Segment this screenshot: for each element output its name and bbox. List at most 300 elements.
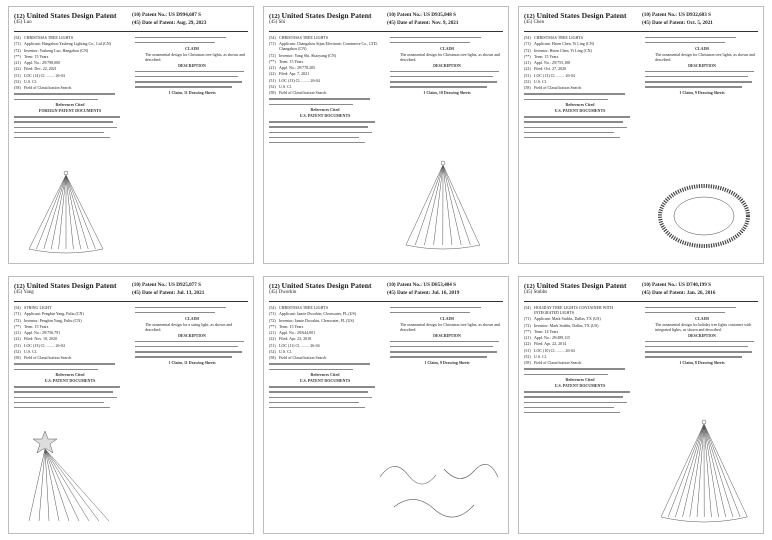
field-text: Field of Classification Search [534,85,582,91]
field-text: Field of Classification Search [279,355,327,361]
bib-field [524,323,636,328]
field-text: Field of Classification Search [24,355,72,361]
field-text: Filed: Oct. 27, 2020 [534,66,567,72]
field-code: (54) [14,35,21,40]
field-code: (22) [269,71,276,77]
text-line [14,395,117,400]
text-line [524,367,625,372]
bib-field [524,85,636,90]
text-line [269,384,375,389]
right-column [390,305,504,366]
patent-date-line: (45) Date of Patent: Oct. 5, 2021 [642,20,713,26]
bib-field [269,41,381,51]
field-code: (51) [524,347,531,353]
field-code: (51) [269,342,276,348]
text-line [524,395,623,400]
claim-heading: CLAIM [440,315,454,321]
field-text: Applicant: Changzhou Sijun Electronic Commerce Co., LTD, Changzhou (CN) [279,41,378,52]
bibliographic-fields [14,305,126,360]
bib-field [269,311,381,316]
bib-field [524,79,636,84]
field-code: (**) [269,58,276,64]
bib-field [14,73,126,78]
patent-docs-heading: U.S. PATENT DOCUMENTS [44,378,96,384]
left-column [524,35,636,140]
patent-date-line: (45) Date of Patent: Aug. 29, 2023 [132,20,207,26]
patent-docs-heading: U.S. PATENT DOCUMENTS [554,108,606,114]
field-code: (52) [269,349,276,355]
field-text: LOC (10) Cl. ........ 26-04 [534,347,575,353]
patent-number: US D740,199 S [678,282,712,288]
patent-page [8,6,254,264]
left-column [269,305,381,410]
text-line [14,135,110,140]
field-text: Applicant: Hangzhou Yasheng Lighting Co., Ltd.(CN) [24,41,111,47]
right-column [645,305,759,366]
field-code: (52) [524,354,531,360]
field-text: LOC (13) Cl. ........ 26-04 [24,342,65,348]
field-code: (22) [14,66,21,72]
claim-text: The ornamental design for Christmas tree lights, as shown and described. [400,51,500,62]
field-text: Inventor: Jamie Dworkin, Clearwater, FL (US) [279,317,354,323]
text-line [390,85,487,90]
field-code: (**) [524,53,531,59]
text-line [390,349,497,354]
patent-docs-heading: U.S. PATENT DOCUMENTS [299,378,351,384]
header-rule [269,31,503,32]
patent-docs-heading: U.S. PATENT DOCUMENTS [554,383,606,389]
field-code: (72) [269,317,276,323]
text-line [135,349,242,354]
field-text: Applicant: Hsien Chen, Yi Ling (CN) [534,41,595,47]
text-line [135,310,215,315]
claim-heading: CLAIM [695,315,709,321]
claim-heading: CLAIM [695,45,709,51]
text-line [269,367,353,372]
patent-date: Aug. 29, 2023 [176,20,207,26]
field-text: Appl. No.: 29/644,001 [279,330,316,336]
left-column [269,35,381,145]
text-line [524,130,614,135]
text-line [645,349,752,354]
patent-number-line: (10) Patent No.: US D994,687 S [132,12,202,18]
text-line [645,74,748,79]
patent-figure [388,157,498,257]
field-code: (71) [14,311,21,317]
field-text: Term: 14 Years [534,328,559,334]
patent-title: United States Design Patent [536,281,627,290]
bib-field [524,48,636,53]
text-line [269,135,359,140]
bib-field [524,360,636,365]
field-code: (21) [269,65,276,71]
patent-header [524,11,758,31]
text-line [390,305,481,310]
field-code: (58) [524,85,531,91]
text-line [390,69,499,74]
text-line [390,79,497,84]
patent-figure [649,417,759,529]
references-heading: References Cited [55,102,85,108]
text-line [14,130,104,135]
field-text: HOLIDAY TREE LIGHTS CONTAINER WITH INTEGRATED LIGHTS [534,305,614,315]
text-line [524,92,625,97]
field-code: (71) [524,41,531,47]
text-line [524,114,630,119]
bib-field [269,343,381,348]
bib-field [14,79,126,84]
patent-title: United States Design Patent [281,11,372,20]
patent-number-line: (10) Patent No.: US D740,199 S [642,282,712,288]
field-text: Appl. No.: 29/755,108 [534,60,571,66]
field-code: (22) [14,336,21,342]
field-text: Term: 15 Years [24,323,49,329]
text-line [390,40,470,45]
text-line [524,400,627,405]
field-code: (54) [14,305,21,310]
bib-field [14,41,126,46]
claim-heading: CLAIM [185,45,199,51]
field-code: (58) [269,90,276,96]
field-code: (58) [14,85,21,91]
field-code: (**) [524,328,531,334]
field-text: Filed: Apr. 23, 2018 [279,336,312,342]
patent-date-line: (45) Date of Patent: Nov. 9, 2021 [387,20,459,26]
bib-field [269,65,381,70]
field-code: (52) [14,349,21,355]
bib-field [269,330,381,335]
bib-field [14,60,126,65]
field-code: (22) [524,66,531,72]
inventor-surname: (45) Chen [524,20,545,25]
left-column [14,35,126,140]
field-text: LOC (14) Cl. ........ 26-04 [24,72,65,78]
references-heading: References Cited [310,107,340,113]
bibliographic-fields [14,35,126,90]
bib-field [524,348,636,353]
bib-field [269,59,381,64]
field-code: (72) [14,317,21,323]
patent-figure [21,167,111,259]
field-text: LOC (11) Cl. ........ 26-04 [279,342,320,348]
text-line [390,339,499,344]
field-text: Inventor: Hsien Chen, Yi Ling (CN) [534,47,592,53]
header-rule [524,31,758,32]
patent-date-line: (45) Date of Patent: Jan. 26, 2016 [642,290,716,296]
text-line [135,85,232,90]
field-text: Applicant: Pengbin Yang, Fuliu (CN) [24,311,84,317]
description-heading: DESCRIPTION [178,333,206,339]
bib-field [524,35,636,40]
field-text: Applicant: Jamie Dworkin, Clearwater, FL (US) [279,311,357,317]
patent-header [524,281,758,301]
field-text: Term: 15 Years [279,58,304,64]
field-code: (71) [524,316,531,322]
patent-page [263,276,509,534]
patent-date: Jul. 16, 2019 [431,290,460,296]
text-line [524,97,608,102]
text-line [135,305,226,310]
bib-field [14,324,126,329]
bib-field [14,66,126,71]
text-line [14,125,117,130]
patent-number-line: (10) Patent No.: US D853,484 S [387,282,457,288]
patent-header [14,11,248,31]
right-column [390,35,504,96]
tree-lights-figure [649,417,759,529]
bib-field [14,85,126,90]
field-text: Field of Classification Search [279,90,327,96]
bib-field [524,354,636,359]
bib-field [524,41,636,46]
field-code: (51) [269,77,276,83]
header-rule [269,301,503,302]
text-line [269,130,372,135]
field-text: Appl. No.: 29/798,000 [24,60,61,66]
claim-text: The ornamental design for Christmas tree lights, as shown and described. [655,51,755,62]
text-line [135,344,238,349]
right-column [645,35,759,96]
bibliographic-fields [269,305,381,360]
patent-title-line: (12) United States Design Patent [524,281,627,290]
text-line [269,400,359,405]
text-line [645,35,736,40]
field-code: (58) [269,355,276,361]
description-heading: DESCRIPTION [688,63,716,69]
patent-title: United States Design Patent [536,11,627,20]
field-code: (**) [14,323,21,329]
text-line [14,97,98,102]
field-text: Appl. No.: 29/778,205 [279,65,316,71]
tree-lights-figure [388,157,498,257]
field-code: (**) [14,53,21,59]
bib-field [14,311,126,316]
text-line [524,410,620,415]
text-line [135,69,244,74]
field-code: (54) [269,305,276,310]
text-line [645,79,752,84]
bib-field [524,60,636,65]
field-code: (21) [524,335,531,341]
text-line [14,400,104,405]
bib-field [524,54,636,59]
bib-field [524,73,636,78]
field-code: (21) [269,330,276,336]
text-line [269,140,365,145]
text-line [269,97,370,102]
field-code: (71) [269,311,276,317]
text-line [14,362,115,367]
field-code: (71) [14,41,21,47]
field-text: Applicant: Mark Stubbs, Dallas, TX (US) [534,316,601,322]
text-line [14,384,120,389]
patent-docs-heading: FOREIGN PATENT DOCUMENTS [38,108,102,114]
bib-field [269,71,381,76]
field-text: Field of Classification Search [534,360,582,366]
patent-header [269,281,503,301]
patent-pages-grid [8,6,764,534]
text-line [135,35,226,40]
claim-text: The ornamental design for Christmas tree lights, as shown and described. [400,321,500,332]
patent-title: United States Design Patent [281,281,372,290]
patent-page [263,6,509,264]
field-text: U.S. Cl. [24,349,37,355]
patent-number: US D994,687 S [168,12,202,18]
bib-field [269,305,381,310]
references-heading: References Cited [55,372,85,378]
patent-number-line: (10) Patent No.: US D925,077 S [132,282,202,288]
field-code: (58) [524,360,531,366]
header-rule [14,301,248,302]
star-tree-figure [17,427,127,527]
field-code: (52) [524,79,531,85]
field-text: U.S. Cl. [279,349,292,355]
field-code: (58) [14,355,21,361]
bib-field [524,316,636,321]
claim-heading: CLAIM [440,45,454,51]
field-text: Filed: Apr. 7, 2021 [279,71,310,77]
patent-page [518,6,764,264]
bib-field [14,355,126,360]
field-text: Appl. No.: 29/489,115 [534,335,570,341]
drawing-sheets-note: 1 Claim, 9 Drawing Sheets [679,90,725,96]
text-line [269,102,353,107]
field-code: (52) [14,79,21,85]
patent-header [269,11,503,31]
left-column [14,305,126,410]
patent-docs-heading: U.S. PATENT DOCUMENTS [299,113,351,119]
field-text: Term: 15 Years [279,323,304,329]
field-code: (71) [269,41,276,47]
field-code: (51) [524,72,531,78]
bib-field [14,349,126,354]
text-line [524,135,620,140]
inventor-surname: (45) Luo [14,20,32,25]
field-text: U.S. Cl. [279,84,292,90]
field-text: CHRISTMAS TREE LIGHTS [279,305,329,310]
field-text: Inventor: Yasheng Luo, Hangzhou (CN) [24,47,89,53]
bib-field [269,355,381,360]
bib-field [14,305,126,310]
text-line [269,119,375,124]
field-text: Inventor: Yang Shi, Shaoyang (CN) [279,52,337,58]
bib-field [14,48,126,53]
field-text: Filed: Nov. 10, 2020 [24,336,57,342]
description-heading: DESCRIPTION [688,333,716,339]
field-code: (22) [269,336,276,342]
field-code: (51) [14,342,21,348]
drawing-sheets-note: 1 Claim, 8 Drawing Sheets [679,360,725,366]
text-line [14,92,115,97]
light-ring-figure [649,172,759,260]
inventor-surname: (45) Stubbs [524,290,548,295]
references-heading: References Cited [565,102,595,108]
field-code: (72) [524,322,531,328]
patent-page [518,276,764,534]
tree-lights-figure [21,167,111,259]
patent-number-line: (10) Patent No.: US D935,848 S [387,12,457,18]
text-line [14,390,113,395]
bib-field [14,35,126,40]
field-code: (52) [269,84,276,90]
text-line [269,405,365,410]
text-line [14,120,113,125]
text-line [524,120,623,125]
inventor-surname: (45) Yang [14,290,34,295]
field-text: STRING LIGHT [24,305,52,310]
bib-field [524,341,636,346]
claim-text: The ornamental design for a string light, as shown and described. [145,321,233,332]
drawing-sheets-note: 1 Claim, 11 Drawing Sheets [168,90,216,96]
inventor-surname: (45) Shi [269,20,286,25]
field-code: (54) [269,35,276,40]
field-text: Appl. No.: 29/756,791 [24,330,61,336]
patent-figure [17,427,127,527]
text-line [645,85,742,90]
patent-number: US D932,683 S [678,12,712,18]
bib-field [269,318,381,323]
bib-field [269,90,381,95]
patent-title-line: (12) United States Design Patent [269,11,372,20]
text-line [645,355,742,360]
bibliographic-fields [269,35,381,95]
right-column [135,35,249,96]
header-rule [524,301,758,302]
field-code: (72) [14,47,21,53]
description-heading: DESCRIPTION [178,63,206,69]
bib-field [524,66,636,71]
field-text: LOC (13) Cl. ........ 26-04 [534,72,575,78]
text-line [524,372,608,377]
text-line [390,355,487,360]
field-text: Filed: Dec. 22, 2021 [24,66,57,72]
inventor-surname: (45) Dworkin [269,290,297,295]
field-code: (22) [524,341,531,347]
patent-date-line: (45) Date of Patent: Jul. 16, 2019 [387,290,460,296]
text-line [645,40,725,45]
bib-field [269,324,381,329]
field-text: CHRISTMAS TREE LIGHTS [534,35,584,40]
description-heading: DESCRIPTION [433,333,461,339]
text-line [645,339,754,344]
text-line [645,310,725,315]
drawing-sheets-note: 1 Claim, 10 Drawing Sheets [423,90,471,96]
patent-figure [649,172,759,260]
patent-number: US D925,077 S [168,282,202,288]
patent-page [8,276,254,534]
text-line [390,35,481,40]
bib-field [269,78,381,83]
field-text: Inventor: Pengbin Yang, Fuliu (CN) [24,317,82,323]
text-line [135,355,232,360]
claim-text: The ornamental design for Christmas tree lights, as shown and described. [145,51,245,62]
text-line [135,79,242,84]
patent-title-line: (12) United States Design Patent [14,11,117,20]
text-line [645,69,754,74]
patent-title: United States Design Patent [26,281,117,290]
text-line [524,125,627,130]
field-code: (21) [14,330,21,336]
field-code: (21) [14,60,21,66]
text-line [269,125,368,130]
patent-date-line: (45) Date of Patent: Jul. 13, 2021 [132,290,205,296]
patent-header [14,281,248,301]
patent-date: Jan. 26, 2016 [686,290,716,296]
references-heading: References Cited [565,377,595,383]
field-text: Term: 15 Years [534,53,559,59]
bib-field [14,318,126,323]
bibliographic-fields [524,35,636,90]
